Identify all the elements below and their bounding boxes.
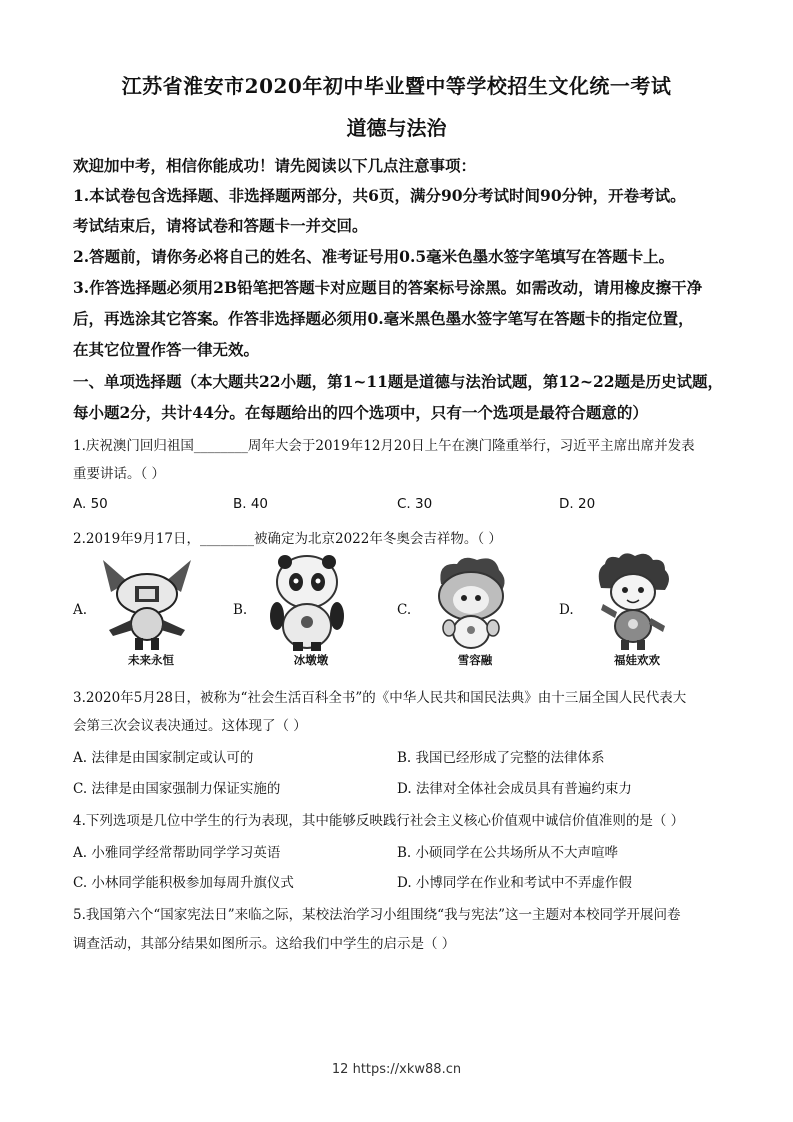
note-2: 2.答题前，请你务必将自己的姓名、准考证号用0.5毫米色墨水签字笔填写在答题卡上。 [73, 247, 675, 266]
q4-option-c[interactable]: C. 小林同学能积极参加每周升旗仪式 [73, 875, 294, 891]
q1-option-d[interactable]: D. 20 [559, 496, 596, 512]
q2-option-a-letter: A. [73, 602, 88, 618]
q3-stem-line-2: 会第三次会议表决通过。这体现了（ ） [73, 718, 307, 734]
q3-stem-line-1: 3.2020年5月28日，被称为“社会生活百科全书”的《中华人民共和国民法典》由十三届全国人民代表大 [73, 690, 687, 706]
q2-name-c: 雪容融 [457, 653, 493, 667]
q1-stem-line-1: 1.庆祝澳门回归祖国________周年大会于2019年12月20日上午在澳门隆重举行，习近平主席出席并发表 [73, 438, 695, 454]
q3-option-b[interactable]: B. 我国已经形成了完整的法律体系 [397, 750, 605, 766]
note-1-line-2: 考试结束后，请将试卷和答题卡一并交回。 [73, 216, 368, 235]
shuey-rhon-rhon-mascot-image [397, 552, 547, 652]
q2-name-b: 冰墩墩 [293, 653, 329, 667]
q4-option-d[interactable]: D. 小博同学在作业和考试中不弄虚作假 [397, 875, 632, 891]
q2-stem: 2.2019年9月17日，________被确定为北京2022年冬奥会吉祥物。（ ） [73, 531, 502, 547]
q2-option-d[interactable] [559, 552, 709, 672]
section-heading-line-2: 每小题2分，共计44分。在每题给出的四个选项中，只有一个选项是最符合题意的） [73, 403, 648, 422]
q3-option-a[interactable]: A. 法律是由国家制定或认可的 [73, 750, 254, 766]
q3-option-d[interactable]: D. 法律对全体社会成员具有普遍约束力 [397, 781, 632, 797]
q2-option-b-letter: B. [233, 602, 248, 618]
q3-option-c[interactable]: C. 法律是由国家强制力保证实施的 [73, 781, 281, 797]
q2-option-c[interactable] [397, 552, 547, 672]
q2-option-d-letter: D. [559, 602, 574, 618]
q4-option-b[interactable]: B. 小硕同学在公共场所从不大声喧哗 [397, 845, 619, 861]
q2-option-b[interactable] [233, 552, 383, 672]
q2-name-d: 福娃欢欢 [614, 653, 660, 667]
q2-option-a[interactable] [73, 552, 223, 672]
q2-option-c-letter: C. [397, 602, 412, 618]
bing-dwen-dwen-mascot-image [233, 552, 383, 652]
section-heading-line-1: 一、单项选择题（本大题共22小题，第1~11题是道德与法治试题，第12~22题是历史试题， [73, 372, 724, 391]
q1-option-c[interactable]: C. 30 [397, 496, 433, 512]
q1-option-b[interactable]: B. 40 [233, 496, 269, 512]
note-3-line-1: 3.作答选择题必须用2B铅笔把答题卡对应题目的答案标号涂黑。如需改动，请用橡皮擦干净 [73, 278, 703, 297]
q2-name-a: 未来永恒 [128, 653, 174, 667]
q4-option-a[interactable]: A. 小雅同学经常帮助同学学习英语 [73, 845, 281, 861]
note-3-line-2: 后，再选涂其它答案。作答非选择题必须用0.毫米黑色墨水签字笔写在答题卡的指定位置， [73, 309, 694, 328]
notes-intro: 欢迎加中考，相信你能成功！请先阅读以下几点注意事项： [73, 156, 477, 175]
q4-stem: 4.下列选项是几位中学生的行为表现，其中能够反映践行社会主义核心价值观中诚信价值准则的是（ ） [73, 813, 685, 829]
miraitowa-mascot-image [73, 552, 223, 652]
exam-title: 江苏省淮安市2020年初中毕业暨中等学校招生文化统一考试 [121, 74, 672, 98]
q1-option-a[interactable]: A. 50 [73, 496, 108, 512]
note-1-line-1: 1.本试卷包含选择题、非选择题两部分，共6页，满分90分考试时间90分钟，开卷考试。 [73, 186, 686, 205]
q5-stem-line-2: 调查活动，其部分结果如图所示。这给我们中学生的启示是（ ） [73, 936, 456, 952]
q1-stem-line-2: 重要讲话。（ ） [73, 466, 166, 482]
fuwa-huanhuan-mascot-image [559, 552, 709, 652]
note-3-line-3: 在其它位置作答一律无效。 [73, 340, 260, 359]
q5-stem-line-1: 5.我国第六个“国家宪法日”来临之际，某校法治学习小组围绕“我与宪法”这一主题对本校同学开展问卷 [73, 907, 681, 923]
page-footer: 12 https://xkw88.cn [331, 1062, 462, 1077]
subject-title: 道德与法治 [346, 116, 447, 140]
